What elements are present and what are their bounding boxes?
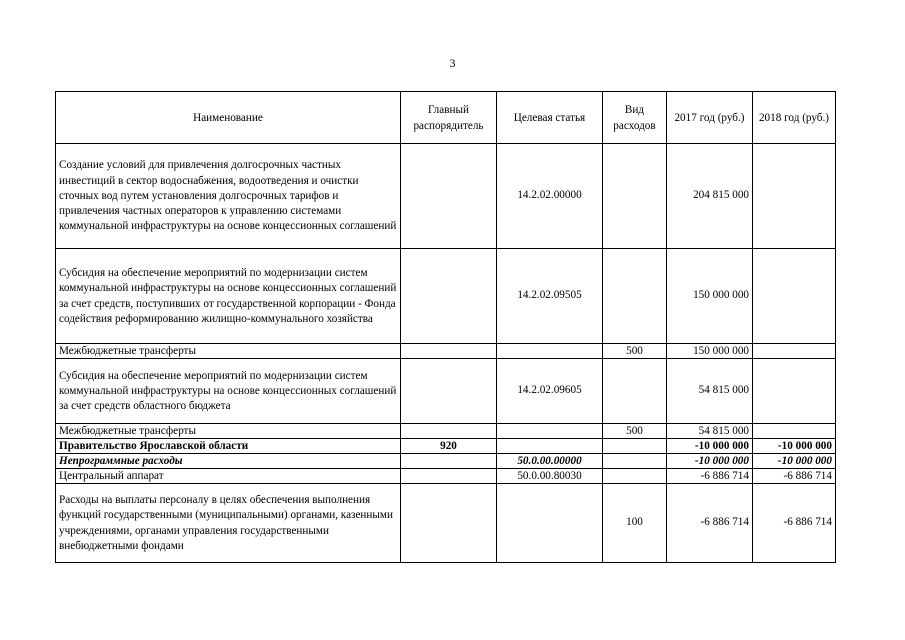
cell-name: Расходы на выплаты персоналу в целях обеспечения выполнения функций государственными (муниципальными) органами, казенными учреждениями, органами управления государственными внебюджетными фондами bbox=[56, 484, 401, 563]
cell-manager bbox=[401, 249, 497, 344]
cell-target bbox=[497, 424, 603, 439]
cell-2018 bbox=[753, 144, 836, 249]
cell-expense-type: 100 bbox=[603, 484, 667, 563]
cell-manager: 920 bbox=[401, 439, 497, 454]
cell-name: Межбюджетные трансферты bbox=[56, 344, 401, 359]
cell-2018: -10 000 000 bbox=[753, 454, 836, 469]
table-row bbox=[56, 144, 836, 249]
cell-target: 50.0.00.00000 bbox=[497, 454, 603, 469]
cell-expense-type bbox=[603, 469, 667, 484]
cell-manager bbox=[401, 359, 497, 424]
cell-name: Межбюджетные трансферты bbox=[56, 424, 401, 439]
cell-expense-type: 500 bbox=[603, 344, 667, 359]
cell-2017: -10 000 000 bbox=[667, 454, 753, 469]
header-manager: Главный распорядитель bbox=[401, 92, 497, 144]
cell-expense-type bbox=[603, 144, 667, 249]
cell-name: Создание условий для привлечения долгосрочных частных инвестиций в сектор водоснабжения, водоотведения и очистки сточных вод путем установления долгосрочных тарифов и привлечения частных операторов к управлению системами коммунальной инфраструктуры на основе концессионных соглашений bbox=[56, 144, 401, 249]
header-2017: 2017 год (руб.) bbox=[667, 92, 753, 144]
cell-name: Субсидия на обеспечение мероприятий по модернизации систем коммунальной инфраструктуры на основе концессионных соглашений за счет средств областного бюджета bbox=[56, 359, 401, 424]
cell-manager bbox=[401, 454, 497, 469]
cell-name: Субсидия на обеспечение мероприятий по модернизации систем коммунальной инфраструктуры на основе концессионных соглашений за счет средств, поступивших от государственной корпорации - Фонда содействия реформированию жилищно-коммунального хозяйства bbox=[56, 249, 401, 344]
cell-expense-type bbox=[603, 454, 667, 469]
cell-target: 50.0.00.80030 bbox=[497, 469, 603, 484]
cell-2017: 150 000 000 bbox=[667, 249, 753, 344]
cell-manager bbox=[401, 469, 497, 484]
cell-2018 bbox=[753, 359, 836, 424]
table-row bbox=[56, 344, 836, 359]
cell-target: 14.2.02.00000 bbox=[497, 144, 603, 249]
table-row bbox=[56, 469, 836, 484]
cell-2017: -10 000 000 bbox=[667, 439, 753, 454]
table-row bbox=[56, 484, 836, 563]
table-row bbox=[56, 249, 836, 344]
cell-2018: -10 000 000 bbox=[753, 439, 836, 454]
budget-table bbox=[55, 91, 836, 563]
cell-expense-type bbox=[603, 249, 667, 344]
cell-target: 14.2.02.09605 bbox=[497, 359, 603, 424]
cell-manager bbox=[401, 424, 497, 439]
cell-target: 14.2.02.09505 bbox=[497, 249, 603, 344]
cell-manager bbox=[401, 144, 497, 249]
cell-2017: 54 815 000 bbox=[667, 424, 753, 439]
cell-target bbox=[497, 344, 603, 359]
cell-2018 bbox=[753, 344, 836, 359]
table-row bbox=[56, 359, 836, 424]
cell-2018 bbox=[753, 249, 836, 344]
header-2018: 2018 год (руб.) bbox=[753, 92, 836, 144]
cell-manager bbox=[401, 344, 497, 359]
cell-2017: 204 815 000 bbox=[667, 144, 753, 249]
cell-manager bbox=[401, 484, 497, 563]
cell-2017: -6 886 714 bbox=[667, 484, 753, 563]
cell-target bbox=[497, 439, 603, 454]
cell-expense-type: 500 bbox=[603, 424, 667, 439]
cell-2018 bbox=[753, 424, 836, 439]
header-target: Целевая статья bbox=[497, 92, 603, 144]
header-name: Наименование bbox=[56, 92, 401, 144]
cell-2018: -6 886 714 bbox=[753, 469, 836, 484]
table-row bbox=[56, 424, 836, 439]
cell-2017: 150 000 000 bbox=[667, 344, 753, 359]
cell-expense-type bbox=[603, 439, 667, 454]
table-header-row bbox=[56, 92, 836, 144]
table-row bbox=[56, 439, 836, 454]
cell-name: Непрограммные расходы bbox=[56, 454, 401, 469]
cell-name: Правительство Ярославской области bbox=[56, 439, 401, 454]
cell-2018: -6 886 714 bbox=[753, 484, 836, 563]
cell-target bbox=[497, 484, 603, 563]
cell-2017: -6 886 714 bbox=[667, 469, 753, 484]
page-number: 3 bbox=[449, 56, 456, 70]
cell-expense-type bbox=[603, 359, 667, 424]
cell-2017: 54 815 000 bbox=[667, 359, 753, 424]
table-row bbox=[56, 454, 836, 469]
cell-name: Центральный аппарат bbox=[56, 469, 401, 484]
header-expense-type: Вид расходов bbox=[603, 92, 667, 144]
